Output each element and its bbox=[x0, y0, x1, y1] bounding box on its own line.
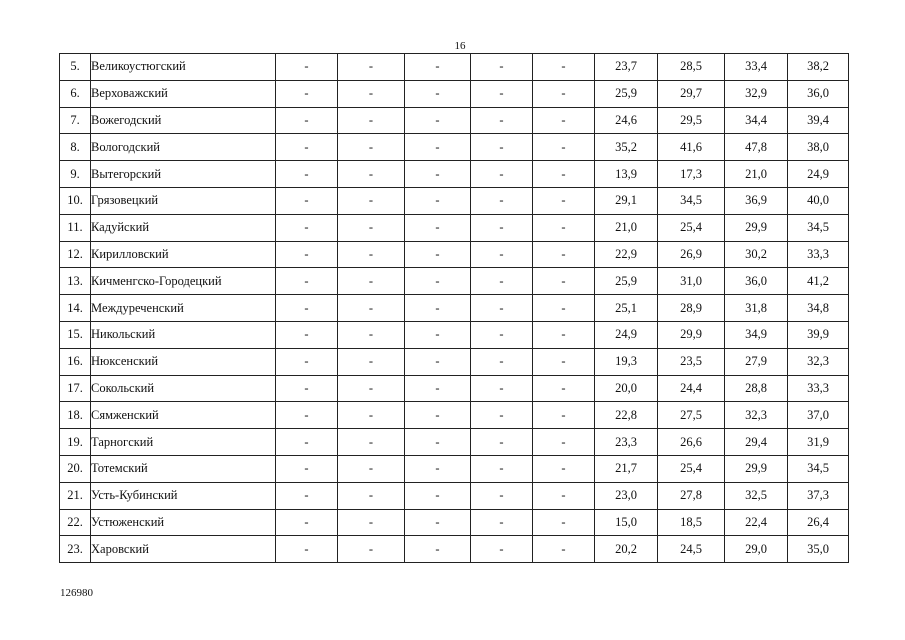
table-row bbox=[60, 107, 849, 134]
district-name-cell: Сямженский bbox=[91, 402, 276, 429]
empty-value-cell: - bbox=[338, 429, 405, 456]
table-row bbox=[60, 482, 849, 509]
empty-value-cell: - bbox=[533, 348, 595, 375]
empty-value-cell: - bbox=[338, 321, 405, 348]
row-number-cell: 11. bbox=[60, 214, 91, 241]
empty-value-cell: - bbox=[533, 134, 595, 161]
empty-value-cell: - bbox=[276, 107, 338, 134]
value-cell: 19,3 bbox=[595, 348, 658, 375]
value-cell: 21,7 bbox=[595, 455, 658, 482]
value-cell: 39,9 bbox=[788, 321, 849, 348]
value-cell: 27,5 bbox=[658, 402, 725, 429]
empty-value-cell: - bbox=[338, 134, 405, 161]
table-row bbox=[60, 455, 849, 482]
table-body bbox=[60, 54, 849, 563]
empty-value-cell: - bbox=[338, 268, 405, 295]
district-name-cell: Кирилловский bbox=[91, 241, 276, 268]
empty-value-cell: - bbox=[276, 482, 338, 509]
empty-value-cell: - bbox=[405, 321, 471, 348]
empty-value-cell: - bbox=[276, 509, 338, 536]
value-cell: 41,6 bbox=[658, 134, 725, 161]
empty-value-cell: - bbox=[276, 536, 338, 563]
value-cell: 26,9 bbox=[658, 241, 725, 268]
table-row bbox=[60, 241, 849, 268]
empty-value-cell: - bbox=[533, 321, 595, 348]
value-cell: 37,0 bbox=[788, 402, 849, 429]
value-cell: 34,9 bbox=[725, 321, 788, 348]
district-name-cell: Устюженский bbox=[91, 509, 276, 536]
value-cell: 32,3 bbox=[788, 348, 849, 375]
empty-value-cell: - bbox=[276, 241, 338, 268]
empty-value-cell: - bbox=[276, 187, 338, 214]
empty-value-cell: - bbox=[276, 268, 338, 295]
row-number-cell: 17. bbox=[60, 375, 91, 402]
empty-value-cell: - bbox=[338, 295, 405, 322]
table-row bbox=[60, 80, 849, 107]
empty-value-cell: - bbox=[405, 134, 471, 161]
value-cell: 25,9 bbox=[595, 268, 658, 295]
district-name-cell: Вожегодский bbox=[91, 107, 276, 134]
value-cell: 31,8 bbox=[725, 295, 788, 322]
empty-value-cell: - bbox=[405, 402, 471, 429]
empty-value-cell: - bbox=[276, 429, 338, 456]
table-row bbox=[60, 348, 849, 375]
table-row bbox=[60, 54, 849, 81]
row-number-cell: 16. bbox=[60, 348, 91, 375]
district-name-cell: Вытегорский bbox=[91, 161, 276, 188]
row-number-cell: 22. bbox=[60, 509, 91, 536]
value-cell: 34,8 bbox=[788, 295, 849, 322]
empty-value-cell: - bbox=[533, 295, 595, 322]
empty-value-cell: - bbox=[471, 402, 533, 429]
value-cell: 29,9 bbox=[658, 321, 725, 348]
value-cell: 34,5 bbox=[658, 187, 725, 214]
table-row bbox=[60, 187, 849, 214]
empty-value-cell: - bbox=[533, 107, 595, 134]
empty-value-cell: - bbox=[533, 536, 595, 563]
row-number-cell: 18. bbox=[60, 402, 91, 429]
value-cell: 29,0 bbox=[725, 536, 788, 563]
district-name-cell: Никольский bbox=[91, 321, 276, 348]
empty-value-cell: - bbox=[276, 54, 338, 81]
row-number-cell: 19. bbox=[60, 429, 91, 456]
value-cell: 29,7 bbox=[658, 80, 725, 107]
value-cell: 29,5 bbox=[658, 107, 725, 134]
empty-value-cell: - bbox=[338, 241, 405, 268]
table-row bbox=[60, 536, 849, 563]
empty-value-cell: - bbox=[533, 402, 595, 429]
empty-value-cell: - bbox=[471, 455, 533, 482]
empty-value-cell: - bbox=[533, 54, 595, 81]
value-cell: 21,0 bbox=[725, 161, 788, 188]
value-cell: 32,5 bbox=[725, 482, 788, 509]
district-name-cell: Междуреченский bbox=[91, 295, 276, 322]
value-cell: 33,4 bbox=[725, 54, 788, 81]
empty-value-cell: - bbox=[471, 321, 533, 348]
empty-value-cell: - bbox=[338, 187, 405, 214]
empty-value-cell: - bbox=[471, 375, 533, 402]
table-row bbox=[60, 375, 849, 402]
value-cell: 15,0 bbox=[595, 509, 658, 536]
district-name-cell: Великоустюгский bbox=[91, 54, 276, 81]
empty-value-cell: - bbox=[405, 80, 471, 107]
value-cell: 20,2 bbox=[595, 536, 658, 563]
value-cell: 34,4 bbox=[725, 107, 788, 134]
value-cell: 24,9 bbox=[788, 161, 849, 188]
value-cell: 31,0 bbox=[658, 268, 725, 295]
empty-value-cell: - bbox=[276, 348, 338, 375]
row-number-cell: 15. bbox=[60, 321, 91, 348]
table-row bbox=[60, 214, 849, 241]
value-cell: 41,2 bbox=[788, 268, 849, 295]
table-row bbox=[60, 321, 849, 348]
value-cell: 25,4 bbox=[658, 455, 725, 482]
empty-value-cell: - bbox=[471, 107, 533, 134]
value-cell: 23,5 bbox=[658, 348, 725, 375]
empty-value-cell: - bbox=[276, 321, 338, 348]
empty-value-cell: - bbox=[533, 455, 595, 482]
empty-value-cell: - bbox=[276, 161, 338, 188]
row-number-cell: 7. bbox=[60, 107, 91, 134]
empty-value-cell: - bbox=[338, 214, 405, 241]
empty-value-cell: - bbox=[471, 80, 533, 107]
empty-value-cell: - bbox=[405, 295, 471, 322]
empty-value-cell: - bbox=[405, 187, 471, 214]
empty-value-cell: - bbox=[533, 187, 595, 214]
document-code: 126980 bbox=[60, 587, 93, 599]
empty-value-cell: - bbox=[338, 536, 405, 563]
value-cell: 22,4 bbox=[725, 509, 788, 536]
empty-value-cell: - bbox=[533, 161, 595, 188]
district-name-cell: Усть-Кубинский bbox=[91, 482, 276, 509]
empty-value-cell: - bbox=[338, 375, 405, 402]
row-number-cell: 13. bbox=[60, 268, 91, 295]
value-cell: 24,4 bbox=[658, 375, 725, 402]
empty-value-cell: - bbox=[405, 536, 471, 563]
row-number-cell: 8. bbox=[60, 134, 91, 161]
empty-value-cell: - bbox=[276, 402, 338, 429]
value-cell: 28,8 bbox=[725, 375, 788, 402]
value-cell: 23,3 bbox=[595, 429, 658, 456]
table-row bbox=[60, 509, 849, 536]
empty-value-cell: - bbox=[471, 161, 533, 188]
empty-value-cell: - bbox=[533, 429, 595, 456]
empty-value-cell: - bbox=[471, 429, 533, 456]
row-number-cell: 14. bbox=[60, 295, 91, 322]
value-cell: 36,0 bbox=[788, 80, 849, 107]
empty-value-cell: - bbox=[405, 375, 471, 402]
empty-value-cell: - bbox=[405, 509, 471, 536]
empty-value-cell: - bbox=[405, 161, 471, 188]
value-cell: 22,8 bbox=[595, 402, 658, 429]
value-cell: 29,9 bbox=[725, 214, 788, 241]
district-name-cell: Харовский bbox=[91, 536, 276, 563]
table-row bbox=[60, 268, 849, 295]
empty-value-cell: - bbox=[338, 161, 405, 188]
empty-value-cell: - bbox=[405, 482, 471, 509]
empty-value-cell: - bbox=[276, 375, 338, 402]
value-cell: 25,1 bbox=[595, 295, 658, 322]
empty-value-cell: - bbox=[276, 295, 338, 322]
empty-value-cell: - bbox=[533, 241, 595, 268]
value-cell: 31,9 bbox=[788, 429, 849, 456]
row-number-cell: 9. bbox=[60, 161, 91, 188]
value-cell: 23,0 bbox=[595, 482, 658, 509]
district-name-cell: Кадуйский bbox=[91, 214, 276, 241]
table-row bbox=[60, 161, 849, 188]
value-cell: 28,9 bbox=[658, 295, 725, 322]
value-cell: 36,0 bbox=[725, 268, 788, 295]
value-cell: 34,5 bbox=[788, 214, 849, 241]
empty-value-cell: - bbox=[533, 268, 595, 295]
value-cell: 38,2 bbox=[788, 54, 849, 81]
district-name-cell: Грязовецкий bbox=[91, 187, 276, 214]
district-name-cell: Сокольский bbox=[91, 375, 276, 402]
table-row bbox=[60, 134, 849, 161]
district-name-cell: Нюксенский bbox=[91, 348, 276, 375]
value-cell: 35,2 bbox=[595, 134, 658, 161]
row-number-cell: 21. bbox=[60, 482, 91, 509]
empty-value-cell: - bbox=[405, 429, 471, 456]
value-cell: 28,5 bbox=[658, 54, 725, 81]
empty-value-cell: - bbox=[276, 80, 338, 107]
table-row bbox=[60, 402, 849, 429]
value-cell: 33,3 bbox=[788, 375, 849, 402]
empty-value-cell: - bbox=[338, 54, 405, 81]
value-cell: 24,6 bbox=[595, 107, 658, 134]
value-cell: 29,9 bbox=[725, 455, 788, 482]
row-number-cell: 6. bbox=[60, 80, 91, 107]
value-cell: 47,8 bbox=[725, 134, 788, 161]
value-cell: 32,3 bbox=[725, 402, 788, 429]
row-number-cell: 10. bbox=[60, 187, 91, 214]
empty-value-cell: - bbox=[533, 509, 595, 536]
value-cell: 26,4 bbox=[788, 509, 849, 536]
value-cell: 34,5 bbox=[788, 455, 849, 482]
value-cell: 21,0 bbox=[595, 214, 658, 241]
value-cell: 24,9 bbox=[595, 321, 658, 348]
value-cell: 25,4 bbox=[658, 214, 725, 241]
empty-value-cell: - bbox=[533, 482, 595, 509]
value-cell: 18,5 bbox=[658, 509, 725, 536]
value-cell: 35,0 bbox=[788, 536, 849, 563]
empty-value-cell: - bbox=[276, 455, 338, 482]
empty-value-cell: - bbox=[471, 509, 533, 536]
row-number-cell: 5. bbox=[60, 54, 91, 81]
empty-value-cell: - bbox=[338, 348, 405, 375]
empty-value-cell: - bbox=[405, 268, 471, 295]
empty-value-cell: - bbox=[471, 241, 533, 268]
empty-value-cell: - bbox=[276, 214, 338, 241]
district-values-table bbox=[59, 53, 849, 563]
empty-value-cell: - bbox=[533, 375, 595, 402]
value-cell: 33,3 bbox=[788, 241, 849, 268]
empty-value-cell: - bbox=[471, 214, 533, 241]
empty-value-cell: - bbox=[405, 214, 471, 241]
value-cell: 36,9 bbox=[725, 187, 788, 214]
empty-value-cell: - bbox=[471, 348, 533, 375]
value-cell: 37,3 bbox=[788, 482, 849, 509]
row-number-cell: 20. bbox=[60, 455, 91, 482]
empty-value-cell: - bbox=[338, 80, 405, 107]
value-cell: 17,3 bbox=[658, 161, 725, 188]
page-number: 16 bbox=[454, 40, 466, 52]
empty-value-cell: - bbox=[276, 134, 338, 161]
empty-value-cell: - bbox=[338, 455, 405, 482]
table-row bbox=[60, 295, 849, 322]
empty-value-cell: - bbox=[471, 187, 533, 214]
value-cell: 20,0 bbox=[595, 375, 658, 402]
row-number-cell: 12. bbox=[60, 241, 91, 268]
value-cell: 27,9 bbox=[725, 348, 788, 375]
value-cell: 30,2 bbox=[725, 241, 788, 268]
district-name-cell: Тотемский bbox=[91, 455, 276, 482]
empty-value-cell: - bbox=[471, 295, 533, 322]
empty-value-cell: - bbox=[405, 107, 471, 134]
district-name-cell: Тарногский bbox=[91, 429, 276, 456]
empty-value-cell: - bbox=[471, 482, 533, 509]
empty-value-cell: - bbox=[405, 455, 471, 482]
district-name-cell: Верховажский bbox=[91, 80, 276, 107]
empty-value-cell: - bbox=[533, 80, 595, 107]
value-cell: 25,9 bbox=[595, 80, 658, 107]
value-cell: 27,8 bbox=[658, 482, 725, 509]
value-cell: 23,7 bbox=[595, 54, 658, 81]
empty-value-cell: - bbox=[405, 348, 471, 375]
value-cell: 13,9 bbox=[595, 161, 658, 188]
empty-value-cell: - bbox=[338, 482, 405, 509]
value-cell: 40,0 bbox=[788, 187, 849, 214]
empty-value-cell: - bbox=[471, 54, 533, 81]
empty-value-cell: - bbox=[338, 107, 405, 134]
empty-value-cell: - bbox=[338, 509, 405, 536]
empty-value-cell: - bbox=[471, 536, 533, 563]
district-name-cell: Вологодский bbox=[91, 134, 276, 161]
value-cell: 38,0 bbox=[788, 134, 849, 161]
value-cell: 24,5 bbox=[658, 536, 725, 563]
table-row bbox=[60, 429, 849, 456]
value-cell: 29,1 bbox=[595, 187, 658, 214]
empty-value-cell: - bbox=[471, 134, 533, 161]
row-number-cell: 23. bbox=[60, 536, 91, 563]
empty-value-cell: - bbox=[533, 214, 595, 241]
value-cell: 39,4 bbox=[788, 107, 849, 134]
empty-value-cell: - bbox=[471, 268, 533, 295]
empty-value-cell: - bbox=[405, 54, 471, 81]
district-name-cell: Кичменгско-Городецкий bbox=[91, 268, 276, 295]
value-cell: 22,9 bbox=[595, 241, 658, 268]
value-cell: 26,6 bbox=[658, 429, 725, 456]
empty-value-cell: - bbox=[405, 241, 471, 268]
value-cell: 29,4 bbox=[725, 429, 788, 456]
empty-value-cell: - bbox=[338, 402, 405, 429]
value-cell: 32,9 bbox=[725, 80, 788, 107]
